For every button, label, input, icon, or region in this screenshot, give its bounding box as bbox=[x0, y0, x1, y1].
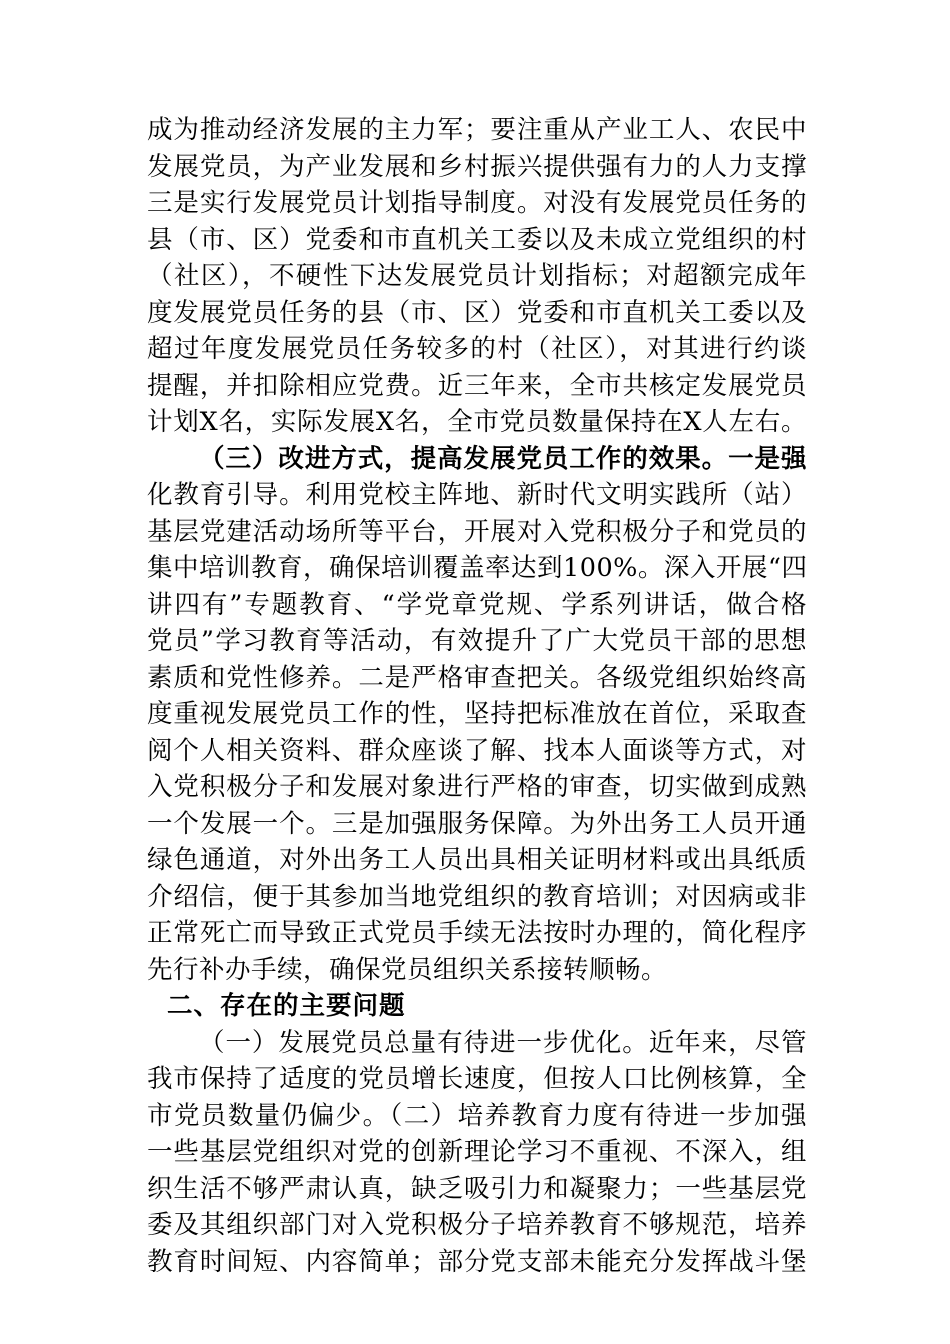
text-line: 织生活不够严肃认真，缺乏吸引力和凝聚力；一些基层党 bbox=[147, 1173, 807, 1204]
text-line: 我市保持了适度的党员增长速度，但按人口比例核算，全 bbox=[147, 1064, 807, 1094]
text-line: 教育时间短、内容简单；部分党支部未能充分发挥战斗堡 bbox=[147, 1246, 807, 1277]
text-line: 一个发展一个。三是加强服务保障。为外出务工人员开通 bbox=[147, 808, 807, 839]
text-line: 阅个人相关资料、群众座谈了解、找本人面谈等方式，对 bbox=[147, 735, 807, 766]
text-line: 正常死亡而导致正式党员手续无法按时办理的，简化程序 bbox=[147, 918, 807, 948]
text-line: 素质和党性修养。二是严格审查把关。各级党组织始终高 bbox=[147, 662, 807, 693]
text-line: 基层党建活动场所等平台，开展对入党积极分子和党员的 bbox=[147, 516, 807, 547]
text-line: 度发展党员任务的县（市、区）党委和市直机关工委以及 bbox=[147, 297, 807, 328]
text-line: 绿色通道，对外出务工人员出具相关证明材料或出具纸质 bbox=[147, 845, 807, 875]
text-line: 化教育引导。利用党校主阵地、新时代文明实践所（站） bbox=[147, 480, 807, 510]
text-line: （一）发展党员总量有待进一步优化。近年来，尽管 bbox=[199, 1027, 807, 1058]
text-line: 委及其组织部门对入党积极分子培养教育不够规范，培养 bbox=[147, 1210, 807, 1240]
text-line: 计划X名，实际发展X名，全市党员数量保持在X人左右。 bbox=[147, 407, 807, 437]
text-line: 先行补办手续，确保党员组织关系接转顺畅。 bbox=[147, 954, 668, 985]
text-line: 度重视发展党员工作的性，坚持把标准放在首位，采取查 bbox=[147, 699, 807, 729]
text-line: 介绍信，便于其参加当地党组织的教育培训；对因病或非 bbox=[147, 881, 807, 912]
text-line: 市党员数量仍偏少。（二）培养教育力度有待进一步加强 bbox=[147, 1100, 807, 1131]
text-line: 集中培训教育，确保培训覆盖率达到100%。深入开展“四 bbox=[147, 553, 807, 583]
text-line: 提醒，并扣除相应党费。近三年来，全市共核定发展党员 bbox=[147, 370, 807, 401]
text-line: 三是实行发展党员计划指导制度。对没有发展党员任务的 bbox=[147, 188, 807, 218]
document-body bbox=[147, 112, 807, 1280]
text-line: 成为推动经济发展的主力军；要注重从产业工人、农民中 bbox=[147, 115, 807, 145]
text-line: 县（市、区）党委和市直机关工委以及未成立党组织的村 bbox=[147, 224, 807, 255]
text-line: 一些基层党组织对党的创新理论学习不重视、不深入，组 bbox=[147, 1137, 807, 1167]
text-line: 入党积极分子和发展对象进行严格的审查，切实做到成熟 bbox=[147, 772, 807, 802]
section-heading: 二、存在的主要问题 bbox=[167, 991, 406, 1021]
text-line: 发展党员，为产业发展和乡村振兴提供强有力的人力支撑 bbox=[147, 151, 807, 182]
text-line: 党员”学习教育等活动，有效提升了广大党员干部的思想 bbox=[147, 626, 807, 656]
subsection-heading-line: （三）改进方式，提高发展党员工作的效果。一是强 bbox=[199, 443, 807, 474]
text-line: 讲四有”专题教育、“学党章党规、学系列讲话，做合格 bbox=[147, 589, 807, 620]
text-line: 超过年度发展党员任务较多的村（社区），对其进行约谈 bbox=[147, 334, 807, 364]
text-line: （社区），不硬性下达发展党员计划指标；对超额完成年 bbox=[147, 261, 807, 291]
